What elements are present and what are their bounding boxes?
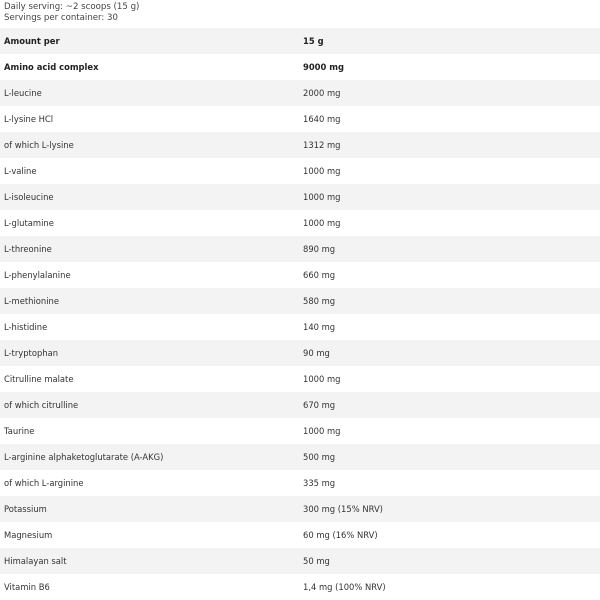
table-row [0,340,600,366]
nutrient-name-cell: L-valine [4,166,37,176]
servings-per-container-text: Servings per container: 30 [4,12,118,23]
table-row [0,158,600,184]
table-row [0,210,600,236]
nutrient-name-cell: L-histidine [4,322,48,332]
nutrient-amount-cell: 1000 mg [303,426,341,436]
nutrient-name-cell: Potassium [4,504,47,514]
nutrient-name-cell: L-methionine [4,296,59,306]
nutrient-amount-cell: 335 mg [303,478,336,488]
nutrient-name-cell: L-leucine [4,88,42,98]
table-row [0,288,600,314]
nutrient-name-cell: L-threonine [4,244,52,254]
nutrient-name-cell: L-phenylalanine [4,270,71,280]
nutrient-name-cell: Himalayan salt [4,556,67,566]
table-row [0,392,600,418]
nutrient-amount-cell: 300 mg (15% NRV) [303,504,383,514]
nutrient-name-cell: Taurine [4,426,35,436]
table-row [0,80,600,106]
nutrient-name-cell: L-isoleucine [4,192,54,202]
nutrient-amount-cell: 1000 mg [303,374,341,384]
table-row [0,184,600,210]
nutrient-amount-cell: 15 g [303,36,324,46]
table-header-row [0,28,600,54]
nutrient-name-cell: L-arginine alphaketoglutarate (A-AKG) [4,452,164,462]
nutrient-amount-cell: 1,4 mg (100% NRV) [303,582,386,592]
table-row [0,366,600,392]
nutrient-name-cell: of which citrulline [4,400,79,410]
table-row [0,54,600,80]
nutrient-amount-cell: 90 mg [303,348,330,358]
nutrient-amount-cell: 140 mg [303,322,336,332]
nutrient-amount-cell: 50 mg [303,556,330,566]
nutrient-name-cell: L-glutamine [4,218,54,228]
table-row [0,470,600,496]
nutrient-amount-cell: 660 mg [303,270,336,280]
table-row [0,496,600,522]
nutrient-name-cell: Amount per [4,36,60,46]
nutrient-amount-cell: 60 mg (16% NRV) [303,530,378,540]
table-row [0,236,600,262]
nutrient-name-cell: of which L-lysine [4,140,74,150]
serving-info [0,0,600,28]
nutrient-name-cell: Citrulline malate [4,374,74,384]
table-row [0,132,600,158]
table-row [0,418,600,444]
daily-serving-text: Daily serving: ~2 scoops (15 g) [4,2,140,12]
table-row [0,444,600,470]
nutrient-name-cell: Amino acid complex [4,62,99,72]
nutrient-name-cell: L-lysine HCl [4,114,54,124]
nutrition-table-body [0,28,600,600]
table-row [0,106,600,132]
nutrient-amount-cell: 9000 mg [303,62,344,72]
table-row [0,262,600,288]
nutrient-amount-cell: 580 mg [303,296,336,306]
nutrient-name-cell: Vitamin B6 [4,582,50,592]
nutrient-amount-cell: 670 mg [303,400,336,410]
nutrient-amount-cell: 1312 mg [303,140,341,150]
nutrient-amount-cell: 890 mg [303,244,336,254]
nutrient-amount-cell: 1000 mg [303,192,341,202]
nutrient-amount-cell: 500 mg [303,452,336,462]
table-row [0,522,600,548]
nutrient-amount-cell: 1640 mg [303,114,341,124]
table-row [0,548,600,574]
nutrient-amount-cell: 1000 mg [303,166,341,176]
nutrient-name-cell: Magnesium [4,530,53,540]
nutrient-amount-cell: 2000 mg [303,88,341,98]
nutrition-table [0,28,600,600]
nutrient-name-cell: L-tryptophan [4,348,59,358]
table-row [0,574,600,600]
nutrient-amount-cell: 1000 mg [303,218,341,228]
table-row [0,314,600,340]
nutrient-name-cell: of which L-arginine [4,478,84,488]
